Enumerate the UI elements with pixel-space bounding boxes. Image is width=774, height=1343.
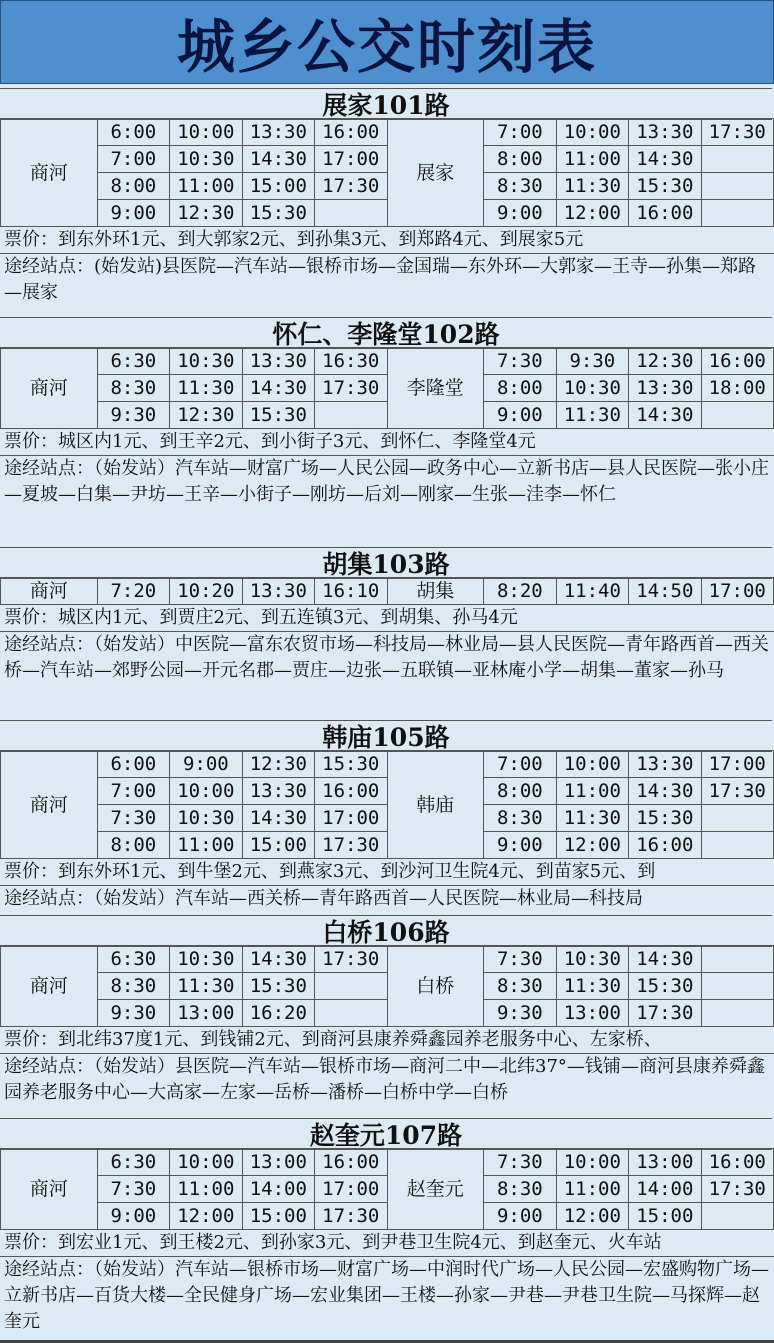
route-title: 白桥106路 [0, 915, 772, 947]
fare-info: 票价：到东外环1元、到大郭家2元、到孙集3元、到郑路4元、到展家5元 [0, 226, 774, 253]
departure-time: 8:30 [97, 973, 169, 1000]
return-time: 10:30 [556, 946, 628, 973]
stops-info: 途经站点：(始发站)县医院—汽车站—银桥市场—金国瑞—东外环—大郭家—王寺—孙集—郑路—展家 [0, 253, 774, 306]
departure-time: 10:00 [170, 1149, 242, 1176]
departure-time: 9:00 [170, 751, 242, 778]
departure-time [315, 1000, 387, 1027]
return-time [701, 946, 773, 973]
return-time: 15:00 [629, 1203, 701, 1230]
departure-time: 13:00 [170, 1000, 242, 1027]
departure-time: 9:30 [97, 402, 169, 429]
return-time: 17:00 [701, 751, 773, 778]
departure-time: 17:30 [315, 946, 387, 973]
return-time: 12:00 [556, 200, 628, 227]
stops-info: 途经站点：（始发站）汽车站—西关桥—青年路西首—人民医院—林业局—科技局 [0, 885, 774, 912]
schedule-row [1, 751, 774, 778]
return-time: 8:00 [484, 778, 556, 805]
fare-info: 票价：到北纬37度1元、到钱铺2元、到商河县康养舜鑫园养老服务中心、左家桥、 [0, 1026, 774, 1053]
return-time: 7:30 [484, 946, 556, 973]
departure-time: 7:30 [97, 805, 169, 832]
origin-station: 商河 [1, 578, 98, 605]
departure-time: 15:30 [242, 402, 314, 429]
return-time: 11:00 [556, 1176, 628, 1203]
schedule-table [0, 1148, 774, 1230]
return-time: 9:00 [484, 832, 556, 859]
return-time: 16:00 [629, 200, 701, 227]
departure-time: 13:30 [242, 778, 314, 805]
return-time: 14:30 [629, 778, 701, 805]
return-time: 11:30 [556, 402, 628, 429]
route-title: 怀仁、李隆堂102路 [0, 317, 772, 349]
stops-info: 途经站点：（始发站）汽车站—银桥市场—财富广场—中润时代广场—人民公园—宏盛购物广场—立新书店—百货大楼—全民健身广场—宏业集团—王楼—孙家—尹巷—尹巷卫生院—马探辉—赵奎元 [0, 1256, 774, 1335]
return-time: 10:00 [556, 1149, 628, 1176]
return-time [701, 805, 773, 832]
departure-time: 10:30 [170, 146, 242, 173]
return-time: 13:30 [629, 119, 701, 146]
stops-info: 途经站点：（始发站）县医院—汽车站—银桥市场—商河二中—北纬37°—钱铺—商河县康养舜鑫园养老服务中心—大高家—左家—岳桥—潘桥—白桥中学—白桥 [0, 1053, 774, 1106]
return-station: 展家 [387, 119, 484, 227]
route-title: 赵奎元107路 [0, 1118, 772, 1150]
return-station: 赵奎元 [387, 1149, 484, 1230]
schedule-row [1, 119, 774, 146]
return-time: 11:30 [556, 973, 628, 1000]
departure-time: 11:30 [170, 375, 242, 402]
schedule-row [1, 946, 774, 973]
return-time: 8:30 [484, 173, 556, 200]
return-time [701, 402, 773, 429]
departure-time: 11:00 [170, 1176, 242, 1203]
return-time: 16:00 [701, 348, 773, 375]
origin-station: 商河 [1, 946, 98, 1027]
return-time: 9:00 [484, 402, 556, 429]
departure-time [315, 200, 387, 227]
return-station: 韩庙 [387, 751, 484, 859]
stops-info: 途经站点：（始发站）汽车站—财富广场—人民公园—政务中心—立新书店—县人民医院—张小庄—夏坡—白集—尹坊—王辛—小街子—刚坊—后刘—刚家—生张—洼李—怀仁 [0, 455, 774, 534]
page-title: 城乡公交时刻表 [0, 0, 774, 84]
return-time: 16:00 [629, 832, 701, 859]
return-time: 13:00 [629, 1149, 701, 1176]
departure-time: 7:20 [97, 578, 169, 605]
return-time: 7:00 [484, 119, 556, 146]
return-time: 18:00 [701, 375, 773, 402]
return-time: 11:30 [556, 805, 628, 832]
return-time: 14:30 [629, 146, 701, 173]
return-time: 14:50 [629, 578, 701, 605]
departure-time: 10:30 [170, 805, 242, 832]
return-time: 17:30 [701, 778, 773, 805]
departure-time: 10:00 [170, 119, 242, 146]
return-time: 17:30 [701, 119, 773, 146]
departure-time: 12:30 [170, 200, 242, 227]
return-time: 11:00 [556, 146, 628, 173]
departure-time: 14:00 [242, 1176, 314, 1203]
departure-time: 9:00 [97, 200, 169, 227]
return-station: 胡集 [387, 578, 484, 605]
fare-info: 票价：城区内1元、到王辛2元、到小街子3元、到怀仁、李隆堂4元 [0, 428, 774, 455]
origin-station: 商河 [1, 1149, 98, 1230]
schedule-table [0, 347, 774, 429]
departure-time: 11:00 [170, 832, 242, 859]
schedule-row [1, 348, 774, 375]
departure-time [315, 402, 387, 429]
departure-time: 15:30 [315, 751, 387, 778]
return-time: 13:30 [629, 751, 701, 778]
departure-time: 8:00 [97, 832, 169, 859]
departure-time: 6:00 [97, 119, 169, 146]
fare-info: 票价：到东外环1元、到牛堡2元、到燕家3元、到沙河卫生院4元、到苗家5元、到 [0, 858, 774, 885]
schedule-table [0, 577, 774, 605]
return-time: 9:00 [484, 200, 556, 227]
departure-time: 14:30 [242, 146, 314, 173]
departure-time: 16:00 [315, 119, 387, 146]
return-time: 11:30 [556, 173, 628, 200]
schedule-row [1, 1149, 774, 1176]
return-time: 17:30 [701, 1176, 773, 1203]
departure-time: 9:30 [97, 1000, 169, 1027]
schedule-table [0, 945, 774, 1027]
departure-time: 13:30 [242, 578, 314, 605]
return-time: 15:30 [629, 173, 701, 200]
departure-time: 17:30 [315, 1203, 387, 1230]
return-time: 10:00 [556, 119, 628, 146]
schedule-row [1, 578, 774, 605]
return-time: 16:00 [701, 1149, 773, 1176]
return-time: 12:30 [629, 348, 701, 375]
departure-time: 13:30 [242, 119, 314, 146]
departure-time: 8:00 [97, 173, 169, 200]
departure-time: 12:00 [170, 1203, 242, 1230]
return-time [701, 173, 773, 200]
return-time: 8:30 [484, 1176, 556, 1203]
departure-time: 17:00 [315, 805, 387, 832]
return-time [701, 146, 773, 173]
departure-time: 16:00 [315, 1149, 387, 1176]
return-time: 17:30 [629, 1000, 701, 1027]
origin-station: 商河 [1, 119, 98, 227]
return-time: 14:00 [629, 1176, 701, 1203]
departure-time: 16:20 [242, 1000, 314, 1027]
return-time: 12:00 [556, 1203, 628, 1230]
return-station: 白桥 [387, 946, 484, 1027]
departure-time: 11:00 [170, 173, 242, 200]
departure-time: 12:30 [170, 402, 242, 429]
return-time: 7:30 [484, 1149, 556, 1176]
departure-time: 17:00 [315, 146, 387, 173]
return-time: 11:00 [556, 778, 628, 805]
return-time: 8:30 [484, 973, 556, 1000]
return-time: 15:30 [629, 805, 701, 832]
departure-time: 17:00 [315, 1176, 387, 1203]
departure-time: 6:30 [97, 348, 169, 375]
departure-time: 14:30 [242, 805, 314, 832]
return-time [701, 1203, 773, 1230]
return-time: 8:00 [484, 375, 556, 402]
return-time: 9:00 [484, 1203, 556, 1230]
return-time: 9:30 [484, 1000, 556, 1027]
return-time: 14:30 [629, 402, 701, 429]
departure-time: 16:10 [315, 578, 387, 605]
return-time [701, 200, 773, 227]
return-time: 14:30 [629, 946, 701, 973]
return-time: 13:30 [629, 375, 701, 402]
departure-time: 16:30 [315, 348, 387, 375]
return-time: 12:00 [556, 832, 628, 859]
schedule-table [0, 750, 774, 859]
return-time: 15:30 [629, 973, 701, 1000]
departure-time [315, 973, 387, 1000]
schedule-table [0, 118, 774, 227]
departure-time: 6:30 [97, 1149, 169, 1176]
origin-station: 商河 [1, 348, 98, 429]
departure-time: 7:30 [97, 1176, 169, 1203]
departure-time: 6:00 [97, 751, 169, 778]
departure-time: 17:30 [315, 173, 387, 200]
departure-time: 14:30 [242, 946, 314, 973]
departure-time: 15:00 [242, 832, 314, 859]
departure-time: 8:30 [97, 375, 169, 402]
origin-station: 商河 [1, 751, 98, 859]
departure-time: 16:00 [315, 778, 387, 805]
departure-time: 7:00 [97, 778, 169, 805]
stops-info: 途经站点：（始发站）中医院—富东农贸市场—科技局—林业局—县人民医院—青年路西首—西关桥—汽车站—郊野公园—开元名郡—贾庄—边张—五联镇—亚林庵小学—胡集—董家—孙马 [0, 631, 774, 710]
route-title: 韩庙105路 [0, 720, 772, 752]
return-time [701, 1000, 773, 1027]
return-time: 7:00 [484, 751, 556, 778]
fare-info: 票价：城区内1元、到贾庄2元、到五连镇3元、到胡集、孙马4元 [0, 604, 774, 631]
return-time: 8:20 [484, 578, 556, 605]
departure-time: 10:30 [170, 946, 242, 973]
return-time: 7:30 [484, 348, 556, 375]
return-time: 13:00 [556, 1000, 628, 1027]
departure-time: 7:00 [97, 146, 169, 173]
departure-time: 15:00 [242, 173, 314, 200]
return-time [701, 973, 773, 1000]
departure-time: 17:30 [315, 832, 387, 859]
departure-time: 14:30 [242, 375, 314, 402]
route-title: 展家101路 [0, 88, 772, 120]
route-title: 胡集103路 [0, 547, 772, 579]
return-time: 8:30 [484, 805, 556, 832]
departure-time: 13:30 [242, 348, 314, 375]
departure-time: 11:30 [170, 973, 242, 1000]
departure-time: 15:30 [242, 200, 314, 227]
departure-time: 10:20 [170, 578, 242, 605]
return-time [701, 832, 773, 859]
departure-time: 6:30 [97, 946, 169, 973]
return-time: 17:00 [701, 578, 773, 605]
departure-time: 17:30 [315, 375, 387, 402]
return-station: 李隆堂 [387, 348, 484, 429]
return-time: 10:00 [556, 751, 628, 778]
departure-time: 15:30 [242, 973, 314, 1000]
departure-time: 13:00 [242, 1149, 314, 1176]
return-time: 11:40 [556, 578, 628, 605]
departure-time: 10:30 [170, 348, 242, 375]
departure-time: 15:00 [242, 1203, 314, 1230]
departure-time: 10:00 [170, 778, 242, 805]
departure-time: 12:30 [242, 751, 314, 778]
departure-time: 9:00 [97, 1203, 169, 1230]
return-time: 10:30 [556, 375, 628, 402]
return-time: 8:00 [484, 146, 556, 173]
return-time: 9:30 [556, 348, 628, 375]
fare-info: 票价：到宏业1元、到王楼2元、到孙家3元、到尹巷卫生院4元、到赵奎元、火车站 [0, 1229, 774, 1256]
